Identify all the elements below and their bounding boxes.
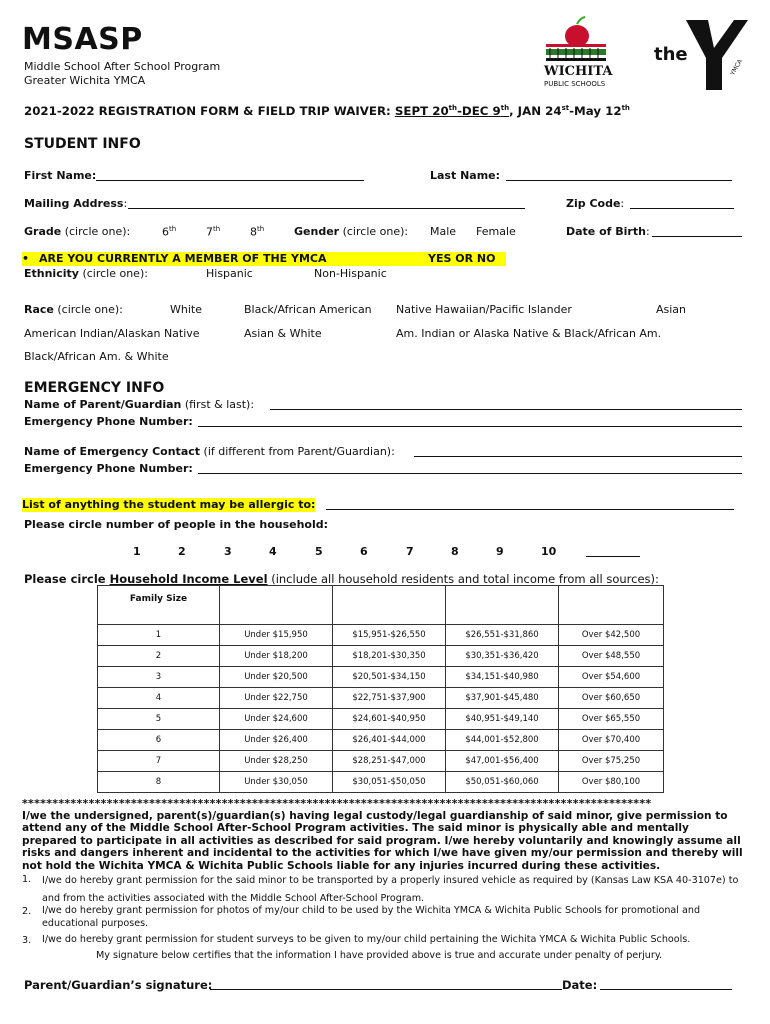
income-label: Please circle Household Income Level (include all household residents and total income from all sources):	[24, 572, 659, 586]
dob-label: Date of Birth:	[566, 225, 650, 238]
table-cell[interactable]: 4	[98, 688, 220, 709]
date-field[interactable]	[600, 978, 732, 990]
household-option-5[interactable]: 5	[315, 545, 323, 558]
table-cell[interactable]: $28,251-$47,000	[333, 751, 446, 772]
ymca-small-text: YMCA	[729, 58, 744, 77]
grade-option-8[interactable]: 8th	[250, 225, 265, 239]
ymca-y-icon	[648, 18, 748, 90]
permission-item: 3. I/we do hereby grant permission for student surveys to be given to my/our child pertaining the Wichita YMCA & Wichita Public Schools.	[22, 934, 691, 946]
table-row	[98, 751, 664, 772]
table-cell[interactable]: $26,401-$44,000	[333, 730, 446, 751]
form-title: 2021-2022 REGISTRATION FORM & FIELD TRIP WAIVER: SEPT 20th-DEC 9th, JAN 24st-May 12th	[24, 104, 630, 118]
table-cell[interactable]: Under $20,500	[220, 667, 333, 688]
household-option-1[interactable]: 1	[133, 545, 141, 558]
household-option-8[interactable]: 8	[451, 545, 459, 558]
table-cell[interactable]: Over $48,550	[559, 646, 664, 667]
table-row	[98, 730, 664, 751]
table-cell[interactable]: $30,351-$36,420	[446, 646, 559, 667]
date-label: Date:	[562, 978, 598, 992]
table-row	[98, 586, 664, 625]
table-cell[interactable]: $37,901-$45,480	[446, 688, 559, 709]
table-row	[98, 625, 664, 646]
table-header: Family Size	[98, 586, 220, 625]
table-row	[98, 646, 664, 667]
emergency-phone-label-2: Emergency Phone Number:	[24, 462, 193, 475]
ymca-logo	[648, 18, 748, 90]
race-option-white[interactable]: White	[170, 303, 202, 316]
table-cell[interactable]: $50,051-$60,060	[446, 772, 559, 793]
table-cell[interactable]: Under $28,250	[220, 751, 333, 772]
race-label: Race (circle one):	[24, 303, 123, 316]
student-info-heading: STUDENT INFO	[24, 136, 141, 152]
table-cell[interactable]: Under $30,050	[220, 772, 333, 793]
last-name-field[interactable]	[506, 169, 732, 181]
table-row	[98, 709, 664, 730]
emergency-info-heading: EMERGENCY INFO	[24, 380, 165, 396]
table-row	[98, 772, 664, 793]
table-row	[98, 667, 664, 688]
table-cell[interactable]: 3	[98, 667, 220, 688]
mailing-address-field[interactable]	[128, 197, 525, 209]
household-option-7[interactable]: 7	[406, 545, 414, 558]
emergency-phone-field-1[interactable]	[198, 415, 742, 427]
table-cell[interactable]: $30,051-$50,050	[333, 772, 446, 793]
emergency-phone-label-1: Emergency Phone Number:	[24, 415, 193, 428]
gender-option-female[interactable]: Female	[476, 225, 516, 238]
table-cell[interactable]: 1	[98, 625, 220, 646]
parent-name-label: Name of Parent/Guardian (first & last):	[24, 398, 255, 411]
table-cell[interactable]: Under $24,600	[220, 709, 333, 730]
dob-field[interactable]	[652, 225, 742, 237]
permission-item: 1. I/we do hereby grant permission for the said minor to be transported by a properly insured vehicle as required by (Kansas Law KSA 40-3107e) to and from the activities associated with the Middle School After-School Program.	[22, 874, 739, 904]
mailing-address-label: Mailing Address:	[24, 197, 128, 210]
table-cell[interactable]: Under $15,950	[220, 625, 333, 646]
emergency-contact-field[interactable]	[414, 445, 742, 457]
household-option-6[interactable]: 6	[360, 545, 368, 558]
race-option-am-indian[interactable]: American Indian/Alaskan Native	[24, 327, 200, 340]
race-option-black[interactable]: Black/African American	[244, 303, 372, 316]
household-option-10[interactable]: 10	[541, 545, 557, 558]
ethnicity-option-non-hispanic[interactable]: Non-Hispanic	[314, 267, 387, 280]
wps-logo-text-2: PUBLIC SCHOOLS	[544, 80, 606, 88]
gender-option-male[interactable]: Male	[430, 225, 457, 238]
table-cell[interactable]: $15,951-$26,550	[333, 625, 446, 646]
table-cell[interactable]: Under $22,750	[220, 688, 333, 709]
table-cell[interactable]: $40,951-$49,140	[446, 709, 559, 730]
race-option-hawaiian[interactable]: Native Hawaiian/Pacific Islander	[396, 303, 572, 316]
ymca-member-question: • ARE YOU CURRENTLY A MEMBER OF THE YMCA	[22, 252, 420, 266]
wichita-public-schools-logo	[540, 14, 612, 90]
permission-item: 2. I/we do hereby grant permission for photos of my/our child to be used by the Wichita YMCA & Wichita Public Schools for promotional and educational purposes.	[22, 905, 701, 929]
table-cell[interactable]: 6	[98, 730, 220, 751]
table-cell[interactable]: $24,601-$40,950	[333, 709, 446, 730]
table-cell[interactable]: Over $42,500	[559, 625, 664, 646]
zip-code-label: Zip Code:	[566, 197, 625, 210]
race-option-asian[interactable]: Asian	[656, 303, 687, 316]
table-cell[interactable]: $20,501-$34,150	[333, 667, 446, 688]
grade-label: Grade (circle one):	[24, 225, 131, 238]
table-cell[interactable]: 8	[98, 772, 220, 793]
table-cell[interactable]: Over $75,250	[559, 751, 664, 772]
ethnicity-label: Ethnicity (circle one):	[24, 267, 148, 280]
table-row	[98, 688, 664, 709]
divider-stars: ********************************************************************************************************	[22, 797, 652, 810]
table-cell[interactable]: $34,151-$40,980	[446, 667, 559, 688]
table-cell[interactable]: Over $60,650	[559, 688, 664, 709]
grade-option-6[interactable]: 6th	[162, 225, 177, 239]
grade-option-7[interactable]: 7th	[206, 225, 221, 239]
table-cell[interactable]: 2	[98, 646, 220, 667]
wps-logo-text-1: WICHITA	[544, 64, 613, 79]
table-cell[interactable]: $26,551-$31,860	[446, 625, 559, 646]
household-option-2[interactable]: 2	[178, 545, 186, 558]
table-cell[interactable]: $18,201-$30,350	[333, 646, 446, 667]
table-cell[interactable]: Over $80,100	[559, 772, 664, 793]
table-cell[interactable]: Over $54,600	[559, 667, 664, 688]
apple-icon	[540, 14, 612, 70]
table-cell[interactable]: Under $18,200	[220, 646, 333, 667]
household-other-field[interactable]	[586, 545, 640, 557]
table-cell[interactable]: 5	[98, 709, 220, 730]
allergy-field[interactable]	[326, 498, 734, 510]
table-cell[interactable]: 7	[98, 751, 220, 772]
race-option-asian-white[interactable]: Asian & White	[244, 327, 322, 340]
table-cell[interactable]: $22,751-$37,900	[333, 688, 446, 709]
table-cell[interactable]: Over $65,550	[559, 709, 664, 730]
table-cell[interactable]: Under $26,400	[220, 730, 333, 751]
page-title: MSASP	[22, 22, 143, 57]
income-table	[97, 585, 664, 793]
household-option-4[interactable]: 4	[269, 545, 277, 558]
table-cell[interactable]: $47,001-$56,400	[446, 751, 559, 772]
last-name-label: Last Name:	[430, 169, 501, 182]
gender-label: Gender (circle one):	[294, 225, 409, 238]
certify-text: My signature below certifies that the information I have provided above is true and accurate under penalty of perjury.	[96, 950, 663, 961]
allergy-label: List of anything the student may be allergic to:	[22, 498, 316, 511]
signature-label: Parent/Guardian’s signature:	[24, 978, 213, 992]
table-cell[interactable]: $44,001-$52,800	[446, 730, 559, 751]
household-option-3[interactable]: 3	[224, 545, 232, 558]
zip-code-field[interactable]	[630, 197, 734, 209]
race-option-am-indian-black[interactable]: Am. Indian or Alaska Native & Black/African Am.	[396, 327, 662, 340]
emergency-phone-field-2[interactable]	[198, 462, 742, 474]
program-name: Middle School After School Program	[24, 60, 221, 73]
ethnicity-option-hispanic[interactable]: Hispanic	[206, 267, 253, 280]
first-name-field[interactable]	[96, 169, 364, 181]
first-name-label: First Name:	[24, 169, 97, 182]
parent-name-field[interactable]	[270, 398, 742, 410]
signature-field[interactable]	[210, 978, 562, 990]
emergency-contact-label: Name of Emergency Contact (if different from Parent/Guardian):	[24, 445, 395, 458]
race-option-black-white[interactable]: Black/African Am. & White	[24, 350, 169, 363]
waiver-text: I/we the undersigned, parent(s)/guardian(s) having legal custody/legal guardianship of said minor, give permission to attend any of the Middle School After-School Program activities. The said minor is physically able and mentally prepared to participate in all activities as described for said program. I/we hereby voluntarily and knowingly assume all risks and dangers inherent and incidental to the activities for which I/we have given my/our permission and thereby will not hold the Wichita YMCA & Wichita Public Schools liable for any injuries incurred during these activities.	[22, 810, 743, 872]
ymca-member-answer[interactable]: YES OR NO	[420, 252, 506, 266]
table-cell[interactable]: Over $70,400	[559, 730, 664, 751]
ymca-the-text: the	[654, 44, 688, 65]
household-label: Please circle number of people in the household:	[24, 518, 329, 531]
org-name: Greater Wichita YMCA	[24, 74, 146, 87]
household-option-9[interactable]: 9	[496, 545, 504, 558]
